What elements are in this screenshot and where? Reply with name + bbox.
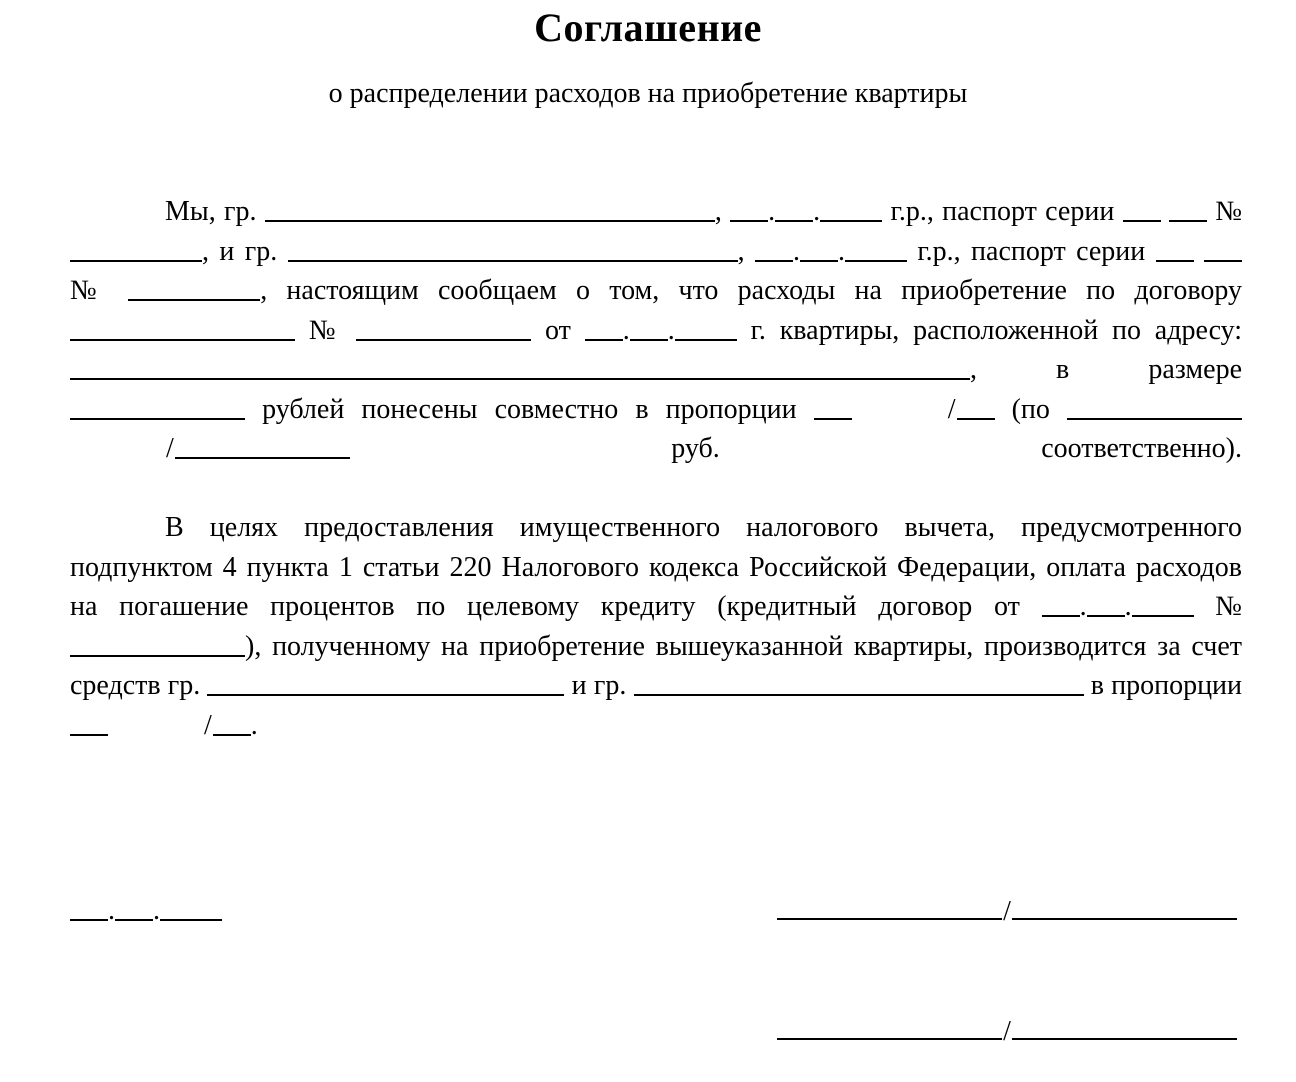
blank-apartment-address-cont2[interactable] xyxy=(295,352,520,380)
date-sep-5: . xyxy=(622,314,630,346)
signature-date-field[interactable] xyxy=(70,893,222,925)
text-and-citizen-2: и гр. xyxy=(571,670,627,701)
blank-person1-passport-number[interactable] xyxy=(70,234,202,262)
text-numero-contract: № xyxy=(308,314,343,346)
text-final-period: . xyxy=(250,709,258,741)
blank-credit-contract-number[interactable] xyxy=(70,629,245,657)
sign-date-sep-1: . xyxy=(108,894,115,926)
date-sep-1: . xyxy=(768,196,776,227)
blank-contract-name[interactable] xyxy=(70,313,295,341)
blank-total-amount[interactable] xyxy=(70,392,245,420)
signature-row[interactable] xyxy=(777,893,1237,926)
date-sep-4: . xyxy=(837,235,845,267)
page-title: Соглашение xyxy=(534,5,762,50)
blank-person2-passport-series-a[interactable] xyxy=(1156,234,1194,262)
text-paren-po: (по xyxy=(1011,393,1050,425)
document-body xyxy=(70,192,1242,785)
date-sep-3: . xyxy=(792,235,800,267)
ratio-slash-1: / xyxy=(947,393,956,425)
blank-person1-birthdate[interactable] xyxy=(730,196,882,227)
blank-person1-fullname[interactable] xyxy=(265,194,490,222)
blank-apartment-address-cont3[interactable] xyxy=(520,352,745,380)
blank-sign-day[interactable] xyxy=(70,893,108,921)
signature-separator-2: / xyxy=(1003,1016,1011,1048)
text-numero-credit: № xyxy=(1215,591,1242,622)
blank-person2-passport-number[interactable] xyxy=(128,273,260,301)
paragraph-tax-deduction xyxy=(70,508,1242,785)
date-sep-7: . xyxy=(1079,591,1087,622)
text-birth-passport-series-1: г.р., паспорт серии xyxy=(890,196,1115,227)
ratio-slash-3: / xyxy=(204,709,212,741)
date-sep-2: . xyxy=(813,196,821,227)
blank-payer2-name-cont[interactable] xyxy=(859,668,1084,696)
blank-person1-passport-series-a[interactable] xyxy=(1123,194,1161,222)
blank-signature-2[interactable] xyxy=(777,1013,1002,1040)
text-rubles-jointly-ratio: рублей понесены совместно в пропорции xyxy=(262,393,797,425)
text-rub-respectively: руб. соответственно). xyxy=(671,433,1242,464)
text-comma-1: , xyxy=(714,196,722,227)
blank-person2-fullname-cont[interactable] xyxy=(513,234,738,262)
blank-contract-date[interactable] xyxy=(585,315,737,346)
blank-payer2-name[interactable] xyxy=(634,668,859,696)
blank-payer1-name[interactable] xyxy=(207,668,432,696)
text-and-citizen: , и гр. xyxy=(202,235,278,267)
text-tax-deduction-intro: В целях предоставления имущественного налогового вычета, предусмотренного подпунктом 4 пункта 1 статьи 220 Налогового кодекса Российской Федерации, оплата расходов на погашение процентов по целевому кредиту (кредитный договор от xyxy=(70,512,1242,622)
blank-contract-number[interactable] xyxy=(356,313,531,341)
text-in-amount: , в размере xyxy=(970,354,1242,385)
blank-sign-year[interactable] xyxy=(160,893,222,921)
blank-payer1-name-cont[interactable] xyxy=(432,668,564,696)
blank-person2-passport-series-b[interactable] xyxy=(1204,234,1242,262)
blank-signature-name-2[interactable] xyxy=(1012,1013,1237,1040)
text-received-for-purchase: ), полученному на приобретение вышеуказанной квартиры, производится за счет средств гр. xyxy=(70,630,1242,701)
sign-date-sep-2: . xyxy=(153,894,160,926)
date-sep-6: . xyxy=(667,314,675,346)
signature-separator-1: / xyxy=(1003,896,1011,928)
blank-amount-person1[interactable] xyxy=(1067,392,1242,420)
blank-person1-passport-series-b[interactable] xyxy=(1169,194,1207,222)
date-sep-8: . xyxy=(1124,591,1132,622)
text-numero-1: № xyxy=(1215,196,1243,227)
blank-expense-ratio[interactable] xyxy=(814,394,995,425)
blank-signature-1[interactable] xyxy=(777,893,1002,920)
blank-person1-fullname-cont[interactable] xyxy=(490,194,715,222)
blank-credit-contract-date[interactable] xyxy=(1042,591,1194,622)
signature-row[interactable] xyxy=(777,1013,1237,1046)
text-in-ratio: в пропорции xyxy=(1090,670,1243,701)
blank-apartment-address[interactable] xyxy=(70,352,295,380)
blank-sign-month[interactable] xyxy=(115,893,153,921)
text-birth-passport-series-2: г.р., паспорт серии xyxy=(917,235,1146,267)
blank-payment-ratio[interactable] xyxy=(70,710,251,741)
text-from: от xyxy=(545,314,571,346)
blank-amount-person2[interactable] xyxy=(175,431,350,459)
blank-apartment-address-cont4[interactable] xyxy=(745,352,970,380)
blank-signature-name-1[interactable] xyxy=(1012,893,1237,920)
text-apartment-address-intro: г. квартиры, расположенной по адресу: xyxy=(750,314,1243,346)
blank-person2-fullname[interactable] xyxy=(288,234,513,262)
page-subtitle: о распределении расходов на приобретение квартиры xyxy=(328,78,968,109)
text-declare-expenses: , настоящим сообщаем о том, что расходы на приобретение по договору xyxy=(260,275,1243,306)
ratio-slash-2: / xyxy=(166,433,174,464)
text-numero-2: № xyxy=(70,275,109,306)
text-comma-2: , xyxy=(737,235,745,267)
blank-person2-birthdate[interactable] xyxy=(755,236,907,267)
text-we-citizen: Мы, гр. xyxy=(165,196,257,227)
paragraph-parties-and-expenses xyxy=(70,192,1242,508)
